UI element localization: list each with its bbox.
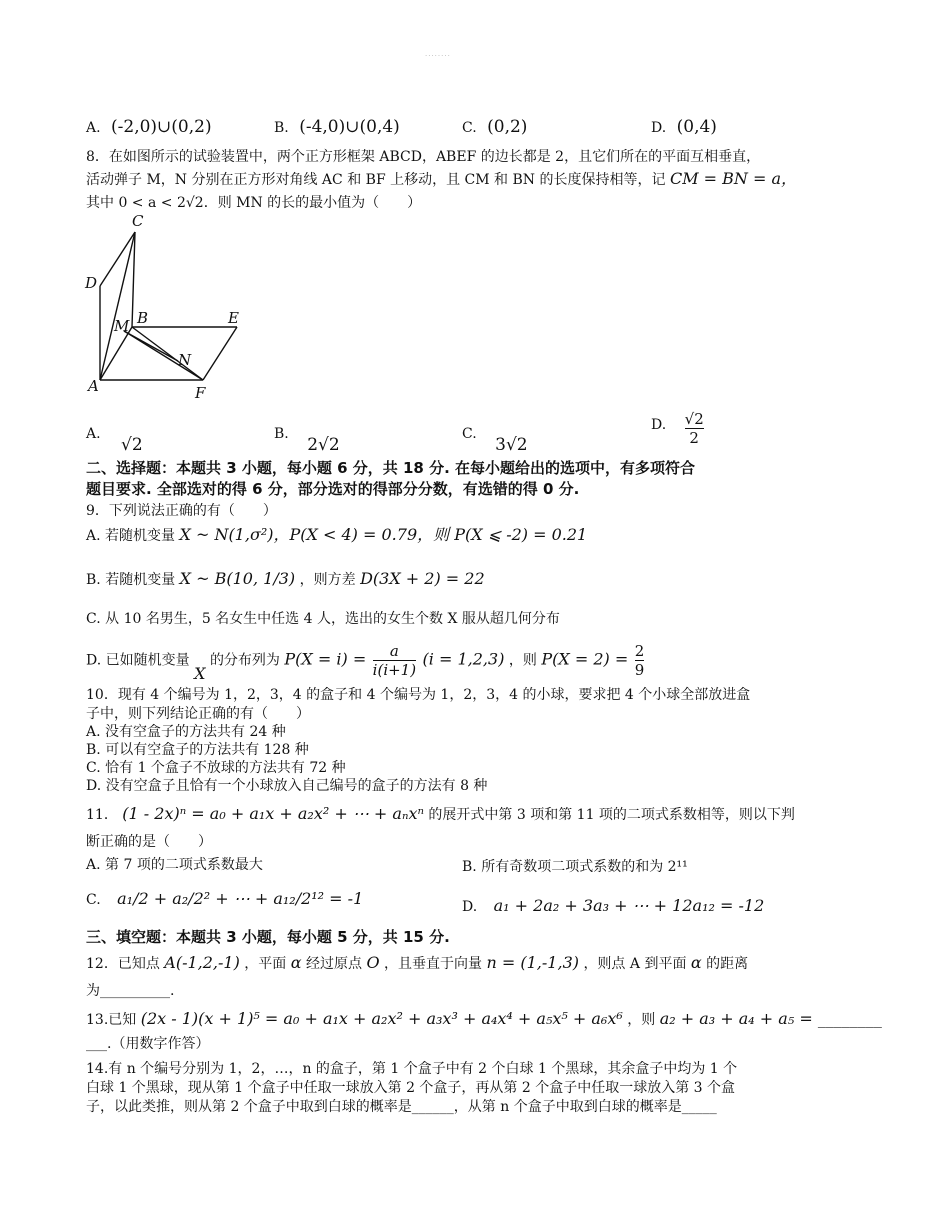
option-letter: C. (462, 426, 477, 442)
option-text: 的分布列为 (209, 652, 280, 669)
q7-option-d (651, 117, 717, 137)
option-letter: B. (274, 120, 289, 136)
q8-line1: 8．在如图所示的试验装置中，两个正方形框架 ABCD，ABEF 的边长都是 2，且它们所在的平面互相垂直， (86, 149, 761, 165)
q12-text: 经过原点 (306, 956, 363, 972)
option-value: 2√2 (307, 435, 340, 455)
q8-option-b (274, 423, 340, 455)
q8-line3: 其中 0 < a < 2√2．则 MN 的长的最小值为（ ） (86, 195, 422, 211)
q12-text: 12．已知点 (86, 956, 160, 972)
label-f: F (195, 384, 206, 402)
option-letter: B. (274, 426, 289, 442)
q9-option-b (86, 570, 485, 589)
q12-math: A(-1,2,-1) (164, 953, 240, 972)
q12-line2: 为__________. (86, 983, 175, 999)
option-math: P(X = i) = (284, 649, 367, 669)
option-math: X ~ B(10, 1/3) (179, 569, 296, 588)
edge-bf (132, 327, 203, 380)
edge-ef (203, 327, 237, 380)
option-value: √2 (121, 435, 143, 455)
q7-option-a (86, 117, 212, 137)
option-letter: D. (651, 416, 667, 433)
label-c: C (132, 212, 144, 230)
fraction-denominator: 9 (634, 661, 645, 679)
fraction-denominator: 2 (689, 429, 699, 447)
option-value: 3√2 (495, 435, 528, 455)
q9-option-d (86, 642, 646, 683)
fraction-numerator: 2 (634, 642, 645, 660)
option-value: (-4,0)∪(0,4) (299, 117, 400, 137)
section2-heading-line2: 题目要求. 全部选对的得 6 分，部分选对的得部分分数，有选错的得 0 分. (86, 480, 580, 498)
q11-text: 的展开式中第 3 项和第 11 项的二项式系数相等，则以下判 (428, 807, 795, 823)
q11-math: (1 - 2x)ⁿ = a₀ + a₁x + a₂x² + ⋯ + aₙxⁿ (122, 804, 424, 823)
q8-option-c (462, 423, 528, 455)
q14-line3: 子，以此类推，则从第 2 个盒子中取到白球的概率是______，从第 n 个盒子中取到白球的概率是_____ (86, 1099, 717, 1115)
q9-option-c: C. 从 10 名男生，5 名女生中任选 4 人，选出的女生个数 X 服从超几何分布 (86, 611, 560, 627)
option-math: P(X = 2) = (541, 649, 629, 669)
fraction-numerator: a (373, 642, 416, 661)
section3-heading: 三、填空题：本题共 3 小题，每小题 5 分，共 15 分. (86, 928, 450, 946)
option-text: ，则 (508, 652, 537, 669)
q11-line2: 断正确的是（ ） (86, 834, 212, 850)
q11-option-a: A. 第 7 项的二项式系数最大 (86, 857, 263, 873)
q11-prefix: 11． (86, 807, 118, 823)
option-value: (0,2) (487, 117, 528, 137)
q10-line1: 10．现有 4 个编号为 1，2，3，4 的盒子和 4 个编号为 1，2，3，4 的小球，要求把 4 个小球全部放进盒 (86, 687, 751, 703)
option-letter: A. (86, 426, 101, 442)
option-letter: D. (462, 899, 478, 915)
fraction-numerator: √2 (684, 410, 704, 428)
option-math: a₁ + 2a₂ + 3a₃ + ⋯ + 12a₁₂ = -12 (493, 896, 765, 915)
q13-math: a₂ + a₃ + a₄ + a₅ = ________ (659, 1009, 882, 1028)
q12-math: α (290, 953, 302, 972)
option-text: B. 若随机变量 (86, 572, 176, 588)
q8-line2-math: CM = BN = a， (669, 169, 798, 188)
option-letter: C. (462, 120, 477, 136)
option-value: (0,4) (676, 117, 717, 137)
q8-line2-text: 活动弹子 M，N 分别在正方形对角线 AC 和 BF 上移动，且 CM 和 BN 的长度保持相等，记 (86, 172, 666, 188)
q13-line1 (86, 1010, 882, 1029)
segment-mf (124, 331, 203, 380)
option-letter: D. (651, 120, 667, 136)
option-text: ，则方差 (299, 572, 356, 588)
q13-text: ，则 (627, 1012, 656, 1028)
q8-line2 (86, 170, 797, 189)
q10-option-c: C. 恰有 1 个盒子不放球的方法共有 72 种 (86, 760, 346, 776)
q13-line2: ___.（用数字作答） (86, 1036, 210, 1052)
q11-option-c (86, 890, 363, 909)
option-letter: C. (86, 892, 101, 908)
q12-math: n = (1,-1,3) (486, 953, 579, 972)
q9-stem: 9．下列说法正确的有（ ） (86, 503, 277, 519)
fraction-denominator: i(i+1) (372, 661, 417, 679)
label-m: M (114, 317, 130, 335)
q12-text: 的距离 (706, 956, 749, 972)
option-value: (-2,0)∪(0,2) (111, 117, 212, 137)
option-math: a₁/2 + a₂/2² + ⋯ + a₁₂/2¹² = -1 (117, 889, 364, 908)
option-text: A. 若随机变量 (86, 528, 176, 544)
q8-option-a (86, 423, 143, 455)
q7-option-b (274, 117, 400, 137)
q13-text: 13.已知 (86, 1012, 137, 1028)
option-math: D(3X + 2) = 22 (360, 569, 485, 588)
q10-option-b: B. 可以有空盒子的方法共有 128 种 (86, 742, 309, 758)
q7-option-c (462, 117, 527, 137)
label-n: N (178, 351, 192, 369)
q14-line1: 14.有 n 个编号分别为 1，2，…，n 的盒子，第 1 个盒子中有 2 个白球 1 个黑球，其余盒子中均为 1 个 (86, 1061, 738, 1077)
q9-option-a (86, 526, 587, 545)
q12-math: α (690, 953, 702, 972)
header-mark: ········ (425, 52, 451, 60)
label-a: A (88, 377, 99, 395)
q14-line2: 白球 1 个黑球，现从第 1 个盒子中任取一球放入第 2 个盒子，再从第 2 个盒子中任取一球放入第 3 个盒 (86, 1080, 736, 1096)
q10-line2: 子中，则下列结论正确的有（ ） (86, 706, 310, 722)
label-b: B (137, 309, 149, 327)
q13-math: (2x - 1)(x + 1)⁵ = a₀ + a₁x + a₂x² + a₃x³ + a₄x⁴ + a₅x⁵ + a₆x⁶ (140, 1009, 623, 1028)
edge-ac (100, 232, 135, 380)
q12-text: ，且垂直于向量 (384, 956, 483, 972)
q8-option-d (651, 410, 706, 447)
q10-option-a: A. 没有空盒子的方法共有 24 种 (86, 724, 286, 740)
option-text: D. 已如随机变量 (86, 652, 190, 669)
q8-geometry-figure (80, 210, 260, 405)
option-math: X (194, 663, 206, 683)
edge-cb (132, 232, 135, 327)
q11-line1 (86, 805, 795, 824)
label-d: D (85, 274, 98, 292)
label-e: E (228, 309, 239, 327)
q12-math: O (366, 953, 380, 972)
section2-heading-line1: 二、选择题：本题共 3 小题，每小题 6 分，共 18 分. 在每小题给出的选项中，有多项符合 (86, 459, 696, 477)
option-letter: A. (86, 120, 101, 136)
option-math: (i = 1,2,3) (422, 649, 505, 669)
q10-option-d: D. 没有空盒子且恰有一个小球放入自己编号的盒子的方法有 8 种 (86, 778, 488, 794)
option-math: X ~ N(1,σ²)，P(X < 4) = 0.79，则 P(X ⩽ -2) = 0.21 (179, 525, 588, 544)
q12-text: ，平面 (244, 956, 287, 972)
q12-text: ，则点 A 到平面 (583, 956, 687, 972)
edge-dc (100, 232, 135, 286)
q11-option-d (462, 896, 764, 915)
q12-line1 (86, 954, 748, 973)
q11-option-b: B. 所有奇数项二项式系数的和为 2¹¹ (462, 859, 688, 875)
